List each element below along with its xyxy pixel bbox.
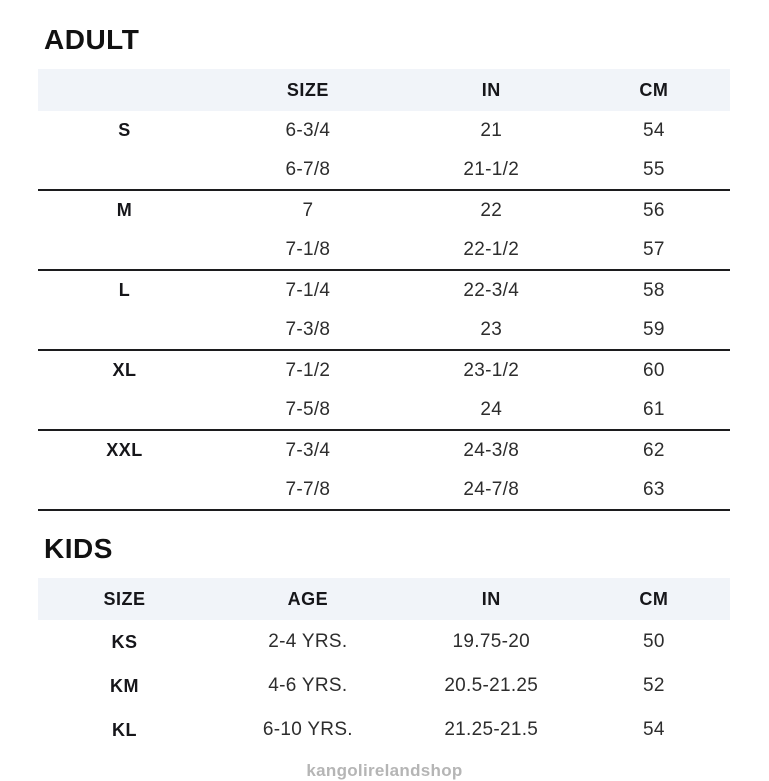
- table-row: [38, 620, 730, 664]
- inches-value: 20.5-21.25: [444, 675, 539, 696]
- cm-value: 58: [643, 279, 665, 301]
- table-row: [38, 350, 730, 390]
- size-group-label: S: [118, 120, 131, 140]
- cm-value: 54: [643, 119, 665, 141]
- kids-section-title: KIDS: [44, 533, 113, 564]
- hat-size-value: 7-5/8: [211, 390, 405, 430]
- inches-value: 24: [405, 390, 578, 430]
- inches-value: 19.75-20: [452, 631, 530, 652]
- table-row: [38, 708, 730, 752]
- cm-value: 59: [578, 310, 730, 350]
- hat-size-value: 7-1/8: [211, 230, 405, 270]
- hat-size-value: 7-3/8: [211, 310, 405, 350]
- cm-value: 57: [578, 230, 730, 270]
- cm-value: 61: [578, 390, 730, 430]
- hat-size-value: 7: [302, 199, 314, 221]
- inches-value: 22: [480, 199, 503, 221]
- kids-header-age: AGE: [287, 588, 329, 609]
- table-row: [38, 310, 730, 350]
- inches-value: 21.25-21.5: [444, 719, 539, 740]
- site-watermark: kangolirelandshop: [306, 761, 463, 780]
- adult-section-title: ADULT: [44, 24, 140, 55]
- age-value: 2-4 YRS.: [268, 631, 348, 652]
- inches-value: 24-7/8: [405, 470, 578, 510]
- size-group-label-empty: [38, 150, 211, 190]
- hat-size-value: 7-1/2: [285, 359, 331, 381]
- inches-value: 23: [405, 310, 578, 350]
- size-group-label-empty: [38, 470, 211, 510]
- cm-value: 55: [578, 150, 730, 190]
- size-group-label: L: [118, 280, 131, 300]
- adult-size-table: [38, 69, 730, 511]
- cm-value: 56: [643, 199, 665, 221]
- size-group-label: XL: [112, 360, 137, 380]
- kids-size-label: KS: [111, 631, 138, 652]
- table-row: [38, 470, 730, 510]
- kids-size-label: KM: [110, 675, 139, 696]
- table-row: [38, 270, 730, 310]
- inches-value: 21: [480, 119, 503, 141]
- adult-header-size: SIZE: [286, 79, 329, 100]
- cm-value: 60: [643, 359, 665, 381]
- kids-header-in: IN: [481, 588, 501, 609]
- size-group-label-empty: [38, 230, 211, 270]
- hat-size-value: 7-3/4: [285, 439, 331, 461]
- kids-header-row: [38, 578, 730, 620]
- table-row: [38, 230, 730, 270]
- inches-value: 23-1/2: [463, 359, 520, 381]
- kids-header-cm: CM: [639, 588, 669, 609]
- adult-header-cm: CM: [639, 79, 669, 100]
- hat-size-value: 6-7/8: [211, 150, 405, 190]
- hat-size-value: 6-3/4: [285, 119, 331, 141]
- kids-size-table: [38, 578, 730, 752]
- table-row: [38, 664, 730, 708]
- cm-value: 50: [643, 631, 665, 652]
- table-row: [38, 150, 730, 190]
- inches-value: 24-3/8: [463, 439, 520, 461]
- inches-value: 21-1/2: [405, 150, 578, 190]
- hat-size-value: 7-1/4: [285, 279, 331, 301]
- cm-value: 62: [643, 439, 665, 461]
- age-value: 6-10 YRS.: [262, 719, 353, 740]
- hat-size-value: 7-7/8: [211, 470, 405, 510]
- kids-header-size: SIZE: [103, 588, 146, 609]
- inches-value: 22-1/2: [405, 230, 578, 270]
- size-group-label: XXL: [106, 440, 143, 460]
- size-group-label: M: [116, 200, 133, 220]
- table-row: [38, 430, 730, 470]
- cm-value: 63: [578, 470, 730, 510]
- adult-header-blank: [38, 69, 211, 111]
- table-row: [38, 190, 730, 230]
- size-group-label-empty: [38, 310, 211, 350]
- inches-value: 22-3/4: [463, 279, 520, 301]
- size-group-label-empty: [38, 390, 211, 430]
- kids-size-label: KL: [112, 719, 137, 740]
- adult-header-row: [38, 69, 730, 111]
- table-row: [38, 390, 730, 430]
- table-row: [38, 111, 730, 150]
- age-value: 4-6 YRS.: [268, 675, 348, 696]
- adult-header-in: IN: [481, 79, 501, 100]
- cm-value: 52: [643, 675, 665, 696]
- cm-value: 54: [643, 719, 665, 740]
